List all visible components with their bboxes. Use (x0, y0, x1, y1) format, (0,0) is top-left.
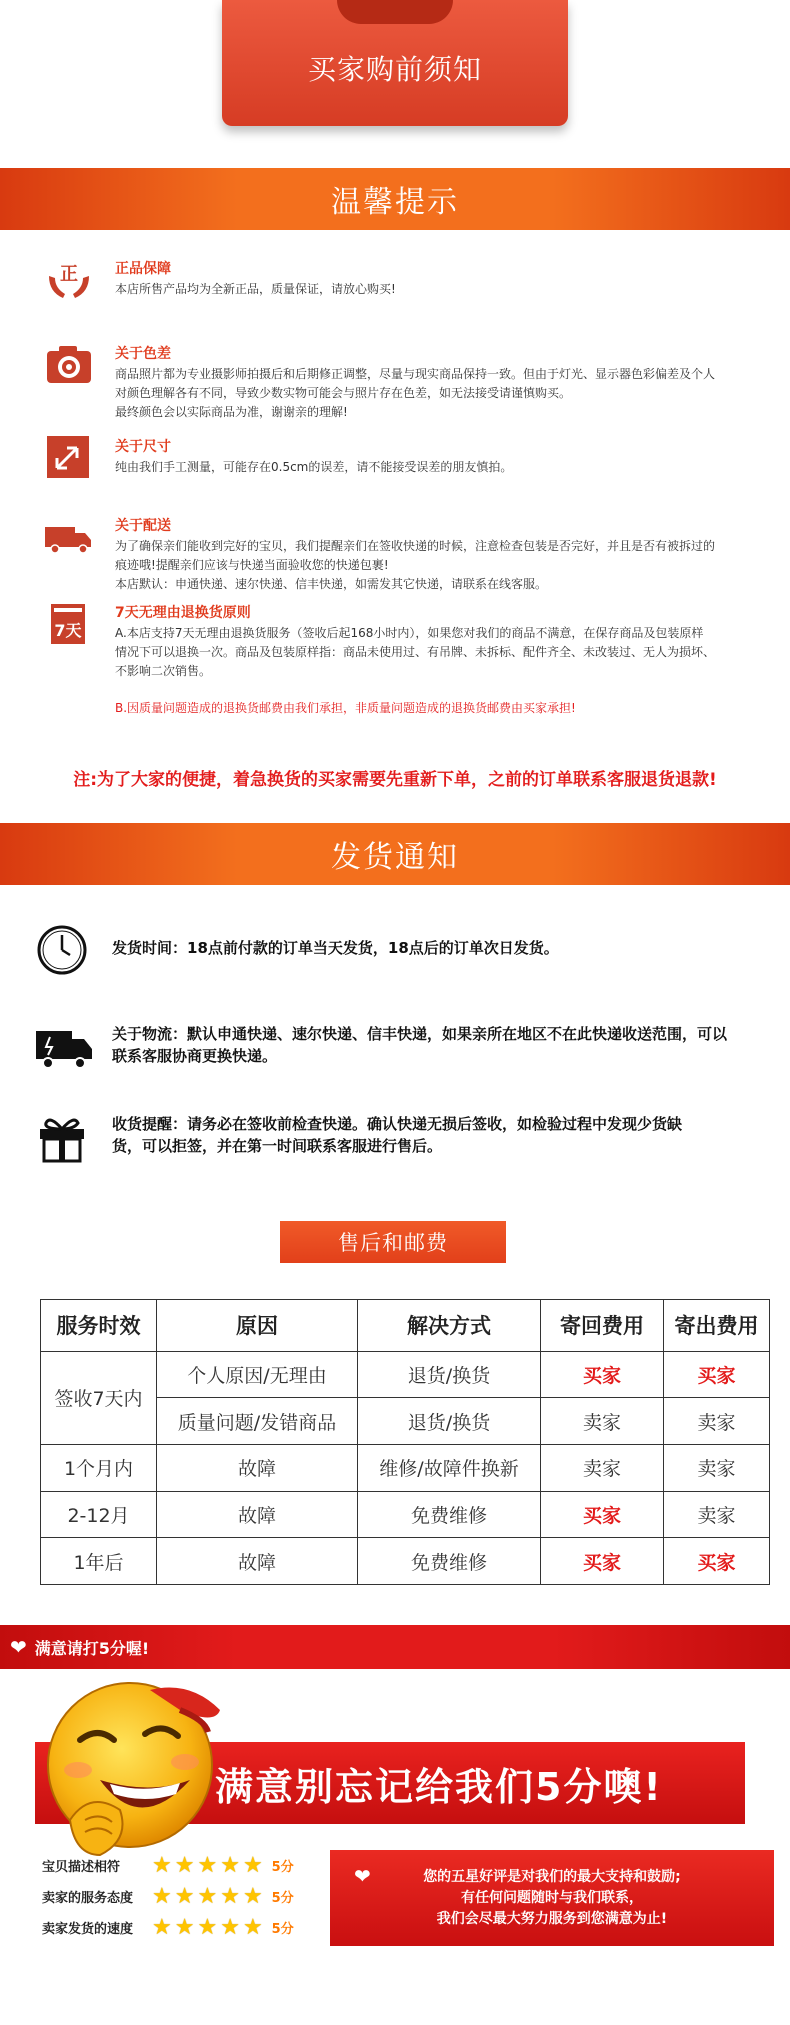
tip-line: 痕迹哦!提醒亲们应该与快递当面验收您的快递包裹! (115, 558, 389, 572)
pre-purchase-notice-card (222, 0, 568, 126)
table-cell-send-fee: 卖家 (664, 1491, 770, 1538)
tip-heading: 正品保障 (115, 261, 171, 277)
table-row (41, 1538, 770, 1585)
table-cell-reason: 故障 (157, 1444, 358, 1491)
tip-line: 商品照片都为专业摄影师拍摄后和后期修正调整，尽量与现实商品保持一致。但由于灯光、显示器色彩偏差及个人 (115, 367, 716, 381)
message-line: 您的五星好评是对我们的最大支持和鼓励; (423, 1868, 681, 1885)
star-icon: ★ (197, 1884, 218, 1909)
shipping-line: 货，可以拒签，并在第一时间联系客服进行售后。 (112, 1137, 443, 1155)
table-row (41, 1351, 770, 1398)
table-cell-return-fee: 买家 (541, 1351, 664, 1398)
tip-line: 本店默认：申通快递、速尔快递、信丰快递，如需发其它快递，请联系在线客服。 (115, 577, 548, 591)
tip-line: 最终颜色会以实际商品为准，谢谢亲的理解! (115, 405, 348, 419)
table-cell-solution: 免费维修 (358, 1538, 541, 1585)
tip-heading: 关于配送 (115, 518, 171, 534)
rating-score: 5分 (271, 1891, 294, 1906)
shipping-line: 联系客服协商更换快递。 (112, 1047, 278, 1065)
resize-arrow-icon (45, 436, 93, 480)
tip-line: 不影响二次销售。 (115, 664, 212, 678)
table-cell-send-fee: 买家 (664, 1538, 770, 1585)
shipping-banner-title: 发货通知 (331, 840, 459, 875)
table-header-row (41, 1300, 770, 1352)
star-icon: ★ (174, 1884, 195, 1909)
heart-icon: ❤ (354, 1864, 371, 1888)
after-sales-banner (280, 1221, 506, 1263)
message-line: 我们会尽最大努力服务到您满意为止! (436, 1910, 668, 1927)
table-row (41, 1444, 770, 1491)
star-icon: ★ (174, 1915, 195, 1940)
svg-text:正: 正 (60, 264, 78, 285)
tip-genuine (45, 258, 765, 299)
table-cell-send-fee: 卖家 (664, 1444, 770, 1491)
delivery-truck-icon (36, 1023, 92, 1073)
star-icon: ★ (174, 1853, 195, 1878)
tip-heading: 7天无理由退换货原则 (115, 605, 251, 621)
tip-line: 为了确保亲们能收到完好的宝贝，我们提醒亲们在签收快递的时候，注意检查包装是否完好，并且是否有被拆过的 (115, 539, 716, 553)
pre-purchase-notice-title: 买家购前须知 (307, 53, 482, 86)
tip-heading: 关于色差 (115, 346, 171, 362)
shipping-line: 关于物流：默认申通快递、速尔快递、信丰快递，如果亲所在地区不在此快递收送范围，可以 (112, 1025, 728, 1043)
after-sales-table (40, 1299, 770, 1585)
shop-ratings (42, 1850, 342, 1943)
table-cell-solution: 退货/换货 (358, 1351, 541, 1398)
star-icon: ★ (242, 1853, 263, 1878)
star-icon: ★ (197, 1853, 218, 1878)
calendar-text: 7天 (54, 621, 82, 640)
star-icon: ★ (152, 1853, 172, 1878)
tip-line: 本店所售产品均为全新正品，质量保证，请放心购买! (115, 282, 396, 296)
table-cell-solution: 免费维修 (358, 1491, 541, 1538)
star-icon: ★ (220, 1915, 240, 1940)
table-header-cell: 解决方式 (358, 1300, 541, 1352)
star-icon: ★ (152, 1884, 172, 1909)
tip-red-line: B.因质量问题造成的退换货邮费由我们承担，非质量问题造成的退换货邮费由买家承担! (115, 701, 576, 715)
table-cell-return-fee: 买家 (541, 1538, 664, 1585)
tip-line: 纯由我们手工测量，可能存在0.5cm的误差，请不能接受误差的朋友慎拍。 (115, 460, 513, 474)
table-header-cell: 原因 (157, 1300, 358, 1352)
star-icon: ★ (197, 1915, 218, 1940)
tips-banner (0, 168, 790, 230)
message-line: 有任何问题随时与我们联系， (461, 1889, 643, 1906)
rating-row (42, 1850, 342, 1881)
star-icon: ★ (242, 1884, 263, 1909)
star-icon: ★ (220, 1884, 240, 1909)
shipping-line: 发货时间：18点前付款的订单当天发货，18点后的订单次日发货。 (112, 939, 559, 957)
shipping-receipt (36, 1113, 776, 1157)
shipping-line: 收货提醒：请务必在签收前检查快递。确认快递无损后签收，如检验过程中发现少货缺 (112, 1115, 683, 1133)
table-row (41, 1491, 770, 1538)
table-cell-reason: 故障 (157, 1538, 358, 1585)
table-cell-reason: 质量问题/发错商品 (157, 1398, 358, 1445)
star-icon: ★ (220, 1853, 240, 1878)
truck-icon (45, 515, 93, 559)
table-cell-solution: 维修/故障件换新 (358, 1444, 541, 1491)
thank-you-message (330, 1850, 774, 1946)
rating-label: 卖家的服务态度 (42, 1891, 134, 1906)
gift-icon (36, 1113, 92, 1163)
table-cell-send-fee: 卖家 (664, 1398, 770, 1445)
card-top-arc (337, 0, 453, 24)
table-cell-period: 1年后 (41, 1538, 157, 1585)
star-icon: ★ (152, 1915, 172, 1940)
smiley-mascot-icon (30, 1670, 240, 1880)
seven-day-calendar-icon (45, 602, 93, 646)
tip-seven-day-return (45, 602, 765, 718)
table-cell-reason: 故障 (157, 1491, 358, 1538)
shipping-time (36, 925, 776, 959)
table-cell-period: 签收7天内 (41, 1351, 157, 1444)
shipping-logistics (36, 1023, 776, 1067)
tip-line: A.本店支持7天无理由退换货服务（签收后起168小时内），如果您对我们的商品不满意，在保存商品及包装原样 (115, 626, 704, 640)
rating-bar (0, 1625, 790, 1669)
genuine-hands-icon (45, 258, 93, 302)
tips-banner-title: 温馨提示 (331, 185, 459, 220)
table-header-cell: 寄出费用 (664, 1300, 770, 1352)
table-cell-period: 1个月内 (41, 1444, 157, 1491)
tip-line: 对颜色理解各有不同，导致少数实物可能会与照片存在色差，如无法接受请谨慎购买。 (115, 386, 572, 400)
tip-heading: 关于尺寸 (115, 439, 171, 455)
star-icon: ★ (242, 1915, 263, 1940)
heart-icon: ❤ (10, 1635, 27, 1659)
rating-row (42, 1912, 342, 1943)
clock-icon (36, 925, 92, 975)
five-star-banner-text: 满意别忘记给我们5分噢! (215, 1764, 663, 1809)
tip-line: 情况下可以退换一次。商品及包装原样指：商品未使用过、有吊牌、未拆标、配件齐全、未改装过、无人为损坏、 (115, 645, 716, 659)
table-cell-return-fee: 卖家 (541, 1398, 664, 1445)
tips-note: 注:为了大家的便捷，着急换货的买家需要先重新下单，之前的订单联系客服退货退款! (73, 770, 717, 790)
rating-stars (152, 1884, 266, 1909)
rating-label: 卖家发货的速度 (42, 1922, 134, 1937)
table-cell-reason: 个人原因/无理由 (157, 1351, 358, 1398)
rating-row (42, 1881, 342, 1912)
rating-label: 宝贝描述相符 (42, 1860, 121, 1875)
camera-icon (45, 343, 93, 387)
table-cell-period: 2-12月 (41, 1491, 157, 1538)
rating-stars (152, 1853, 266, 1878)
table-cell-return-fee: 卖家 (541, 1444, 664, 1491)
tip-color (45, 343, 765, 422)
table-header-cell: 服务时效 (41, 1300, 157, 1352)
table-header-cell: 寄回费用 (541, 1300, 664, 1352)
table-cell-return-fee: 买家 (541, 1491, 664, 1538)
rating-score: 5分 (271, 1922, 294, 1937)
rating-stars (152, 1915, 266, 1940)
table-cell-send-fee: 买家 (664, 1351, 770, 1398)
rating-bar-text: 满意请打5分喔! (34, 1638, 150, 1658)
shipping-banner (0, 823, 790, 885)
tip-delivery (45, 515, 765, 594)
after-sales-title: 售后和邮费 (338, 1231, 448, 1255)
tip-size (45, 436, 765, 477)
rating-score: 5分 (271, 1860, 294, 1875)
table-cell-solution: 退货/换货 (358, 1398, 541, 1445)
